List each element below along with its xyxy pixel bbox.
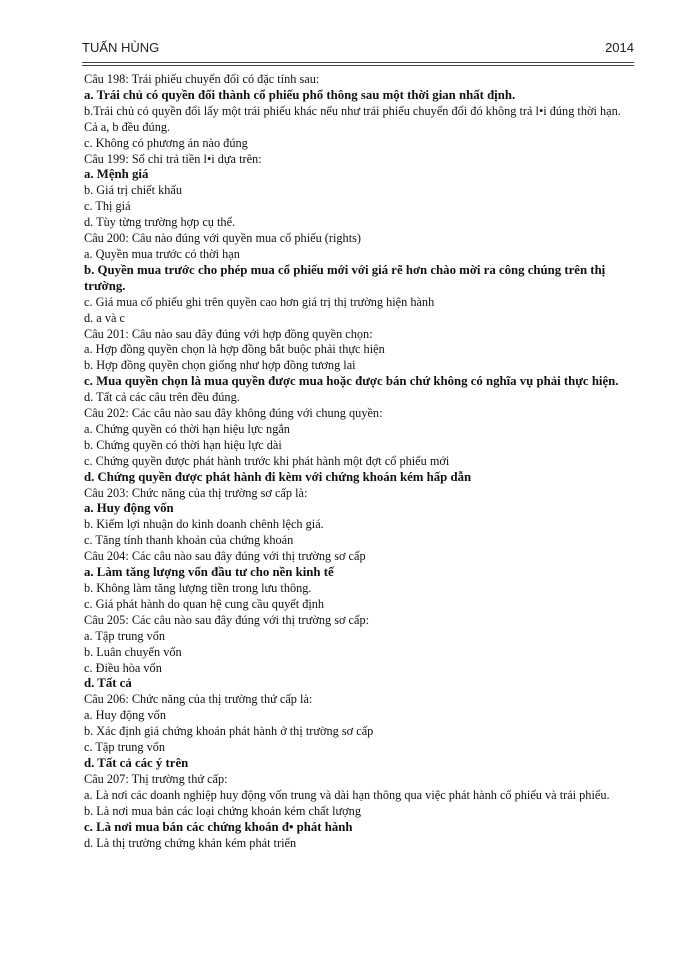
- question-line: b. Là nơi mua bán các loại chứng khoán kém chất lượng: [84, 803, 361, 818]
- question-line: Cả a, b đều đúng.: [84, 119, 171, 134]
- question-line: b. Không làm tăng lượng tiền trong lưu thông.: [84, 581, 312, 595]
- question-line: a. Quyền mua trước có thời hạn: [84, 246, 240, 261]
- question-line: Câu 198: Trái phiếu chuyển đổi có đặc tính sau:: [84, 72, 320, 86]
- question-line: Câu 202: Các câu nào sau đây không đúng với chung quyền:: [84, 406, 383, 421]
- header-year: 2014: [605, 40, 634, 55]
- question-line: Câu 203: Chức năng của thị trường sơ cấp là:: [84, 485, 308, 500]
- question-line: c. Tăng tính thanh khoản của chứng khoán: [84, 533, 294, 548]
- question-line: c. Không có phương án nào đúng: [84, 135, 248, 150]
- answer-line: c. Mua quyền chọn là mua quyền được mua hoặc được bán chứ không có nghĩa vụ phải thực hiện.: [84, 374, 619, 389]
- question-line: b. Luân chuyển vốn: [84, 644, 182, 659]
- question-line: Câu 205: Các câu nào sau đây đúng với thị trường sơ cấp:: [84, 612, 370, 627]
- question-line: d. Là thị trường chứng khán kém phát triển: [84, 835, 297, 850]
- header-author: TUẤN HÙNG: [82, 40, 160, 55]
- question-line: a. Là nơi các doanh nghiệp huy động vốn trung và dài hạn thông qua việc phát hành cổ phiếu và trái phiếu.: [84, 787, 610, 802]
- answer-line: c. Là nơi mua bán các chứng khoán đ• phát hành: [84, 819, 353, 834]
- question-line: Câu 200: Câu nào đúng với quyền mua cổ phiếu (rights): [84, 231, 361, 246]
- question-line: a. Tập trung vốn: [84, 628, 166, 643]
- question-line: b. Giá trị chiết khấu: [84, 183, 183, 198]
- question-line: d. Tất cả các câu trên đều đúng.: [84, 390, 240, 405]
- answer-line: d. Tất cả: [84, 676, 132, 691]
- answer-line: d. Tất cả các ý trên: [84, 755, 189, 770]
- question-line: c. Giá phát hành do quan hệ cung cầu quyết định: [84, 596, 325, 611]
- question-line: a. Huy động vốn: [84, 708, 166, 723]
- question-line: b. Hợp đồng quyền chọn giống như hợp đồng tương lai: [84, 358, 356, 373]
- answer-line: a. Mệnh giá: [84, 167, 149, 182]
- question-line: a. Hợp đồng quyền chọn là hợp đồng bắt buộc phải thực hiện: [84, 342, 385, 357]
- question-line: c. Thị giá: [84, 199, 131, 214]
- question-line: b. Xác định giá chứng khoán phát hành ở thị trường sơ cấp: [84, 724, 374, 739]
- question-line: Câu 204: Các câu nào sau đây đúng với thị trường sơ cấp: [84, 549, 366, 564]
- question-line: c. Tập trung vốn: [84, 740, 166, 755]
- question-line: a. Chứng quyền có thời hạn hiệu lực ngắn: [84, 421, 290, 436]
- answer-line: d. Chứng quyền được phát hành đi kèm với chứng khoán kém hấp dẫn: [84, 469, 472, 484]
- question-line: c. Giá mua cổ phiếu ghi trên quyền cao hơn giá trị thị trường hiện hành: [84, 294, 435, 309]
- header-rule-top: [82, 62, 634, 63]
- question-line: Câu 207: Thị trường thứ cấp:: [84, 771, 228, 786]
- question-line: Câu 201: Câu nào sau đây đúng với hợp đồng quyền chọn:: [84, 326, 373, 341]
- question-line: d. a và c: [84, 310, 125, 325]
- answer-line: a. Trái chủ có quyền đổi thành cổ phiếu phổ thông sau một thời gian nhất định.: [84, 87, 516, 102]
- question-list: [84, 72, 632, 851]
- question-line: Câu 199: Số chi trả tiền l•i dựa trên:: [84, 151, 262, 166]
- answer-line: a. Huy động vốn: [84, 501, 174, 516]
- question-line: c. Chứng quyền được phát hành trước khi phát hành một đợt cổ phiếu mới: [84, 453, 450, 468]
- answer-line: b. Quyền mua trước cho phép mua cổ phiếu mới với giá rẽ hơn chào mời ra công chúng trên thị trường.: [84, 262, 606, 293]
- question-line: c. Điều hòa vốn: [84, 660, 162, 675]
- question-line: b. Chứng quyền có thời hạn hiệu lực dài: [84, 437, 282, 452]
- question-line: b. Kiếm lợi nhuận do kinh doanh chênh lệch giá.: [84, 517, 324, 532]
- header-rule-bottom: [82, 65, 634, 66]
- question-line: b.Trái chủ có quyền đổi lấy một trái phiếu khác nếu như trái phiếu chuyển đổi đó không trả l•i đúng thời hạn.: [84, 103, 621, 118]
- question-line: d. Tùy từng trường hợp cụ thể.: [84, 215, 236, 230]
- answer-line: a. Làm tăng lượng vốn đầu tư cho nền kinh tế: [84, 565, 334, 580]
- page-header: [82, 40, 634, 60]
- question-line: Câu 206: Chức năng của thị trường thứ cấp là:: [84, 692, 313, 707]
